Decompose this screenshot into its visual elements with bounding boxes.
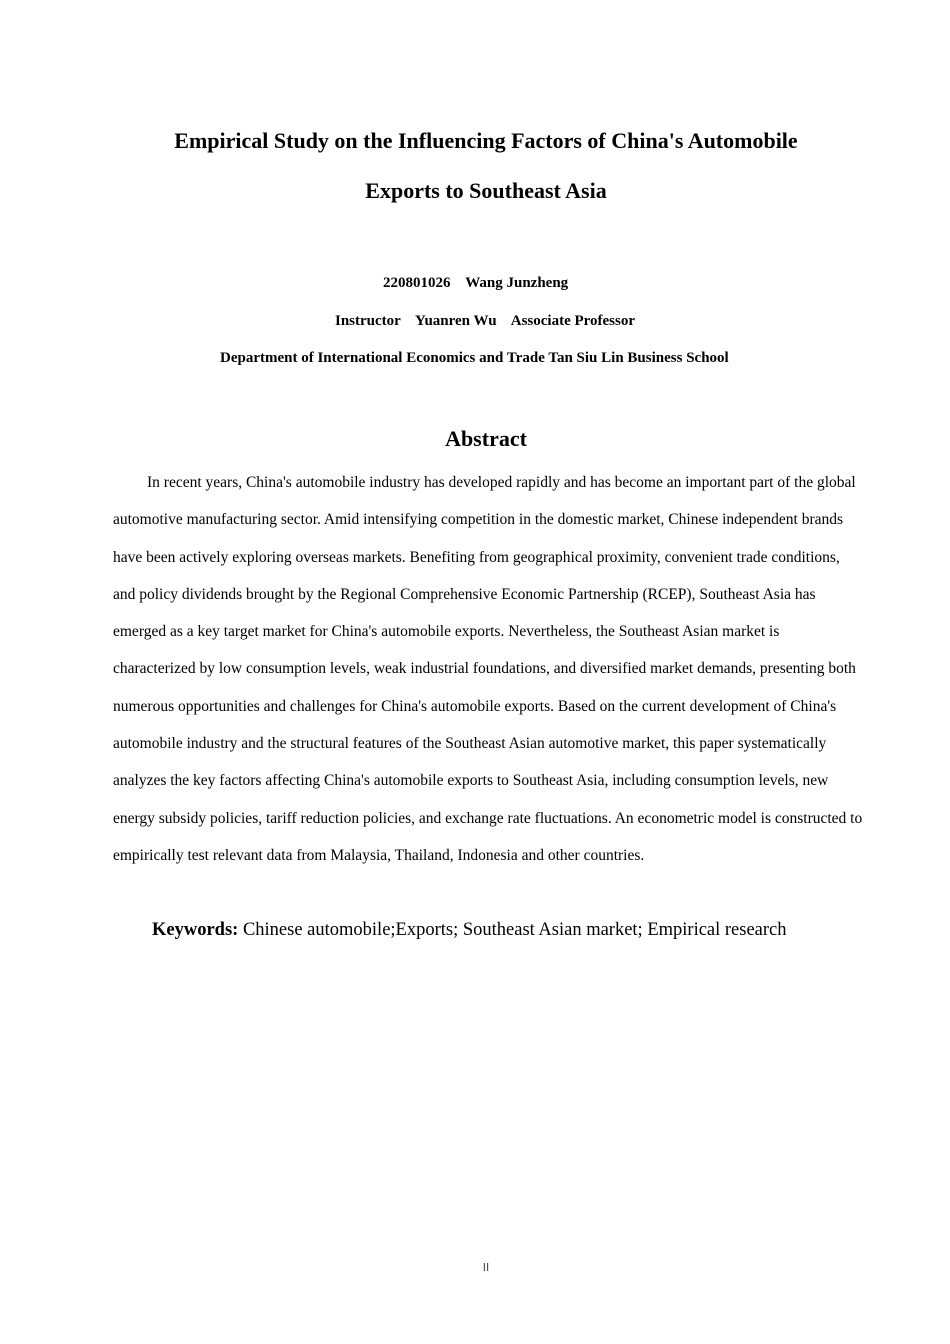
abstract-heading: Abstract: [445, 426, 527, 451]
page-number: II: [482, 1261, 490, 1274]
keywords-line: [152, 917, 787, 943]
keywords-label: Keywords:: [152, 920, 239, 940]
instructor-line: Instructor Yuanren Wu Associate Professor: [335, 313, 636, 329]
department-line: Department of International Economics and Trade Tan Siu Lin Business School: [220, 350, 729, 366]
paper-title-line-1: Empirical Study on the Influencing Factors of China's Automobile: [174, 128, 798, 153]
author-line: 220801026 Wang Junzheng: [383, 275, 569, 291]
keywords-text: Chinese automobile;Exports; Southeast Asian market; Empirical research: [238, 920, 787, 940]
abstract-body: In recent years, China's automobile industry has developed rapidly and has become an important part of the global automotive manufacturing sector. Amid intensifying competition in the domestic market, Chinese independent brands have been actively exploring overseas markets. Benefiting from geographical proximity, convenient trade conditions, and policy dividends brought by the Regional Comprehensive Economic Partnership (RCEP), Southeast Asia has emerged as a key target market for China's automobile exports. Nevertheless, the Southeast Asian market is characterized by low consumption levels, weak industrial foundations, and diversified market demands, presenting both numerous opportunities and challenges for China's automobile exports. Based on the current development of China's automobile industry and the structural features of the Southeast Asian automotive market, this paper systematically analyzes the key factors affecting China's automobile exports to Southeast Asia, including consumption levels, new energy subsidy policies, tariff reduction policies, and exchange rate fluctuations. An econometric model is constructed to empirically test relevant data from Malaysia, Thailand, Indonesia and other countries.: [113, 474, 863, 864]
paper-title-line-2: Exports to Southeast Asia: [365, 178, 607, 203]
